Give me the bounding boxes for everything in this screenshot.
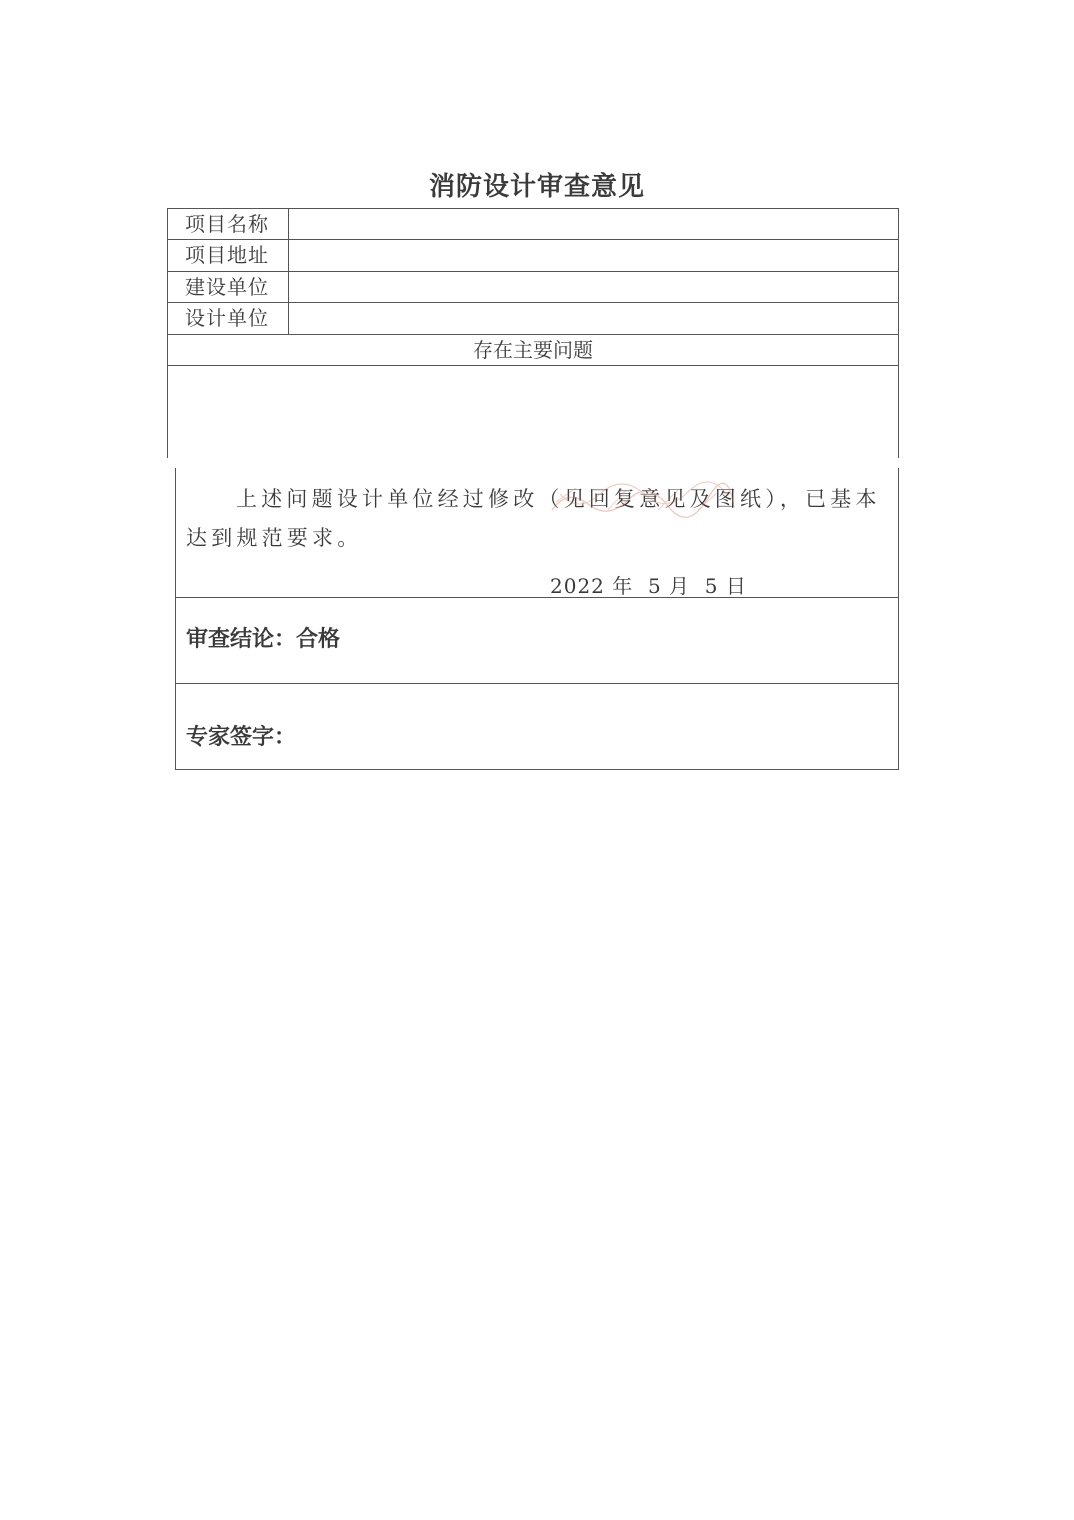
info-table [167,208,899,458]
conclusion-cell [176,598,898,684]
info-row-construction-unit [168,272,898,303]
review-table [175,468,899,770]
info-row-project-address [168,240,898,272]
info-label: 项目名称 [168,209,289,239]
revision-date: 2022 年 5 月 5 日 [550,574,747,598]
signature-cell [176,684,898,770]
info-value [289,240,898,271]
info-value [289,209,898,239]
issues-body [168,366,898,459]
info-label: 建设单位 [168,272,289,302]
page-title: 消防设计审查意见 [428,172,645,202]
conclusion-text: 审查结论：合格 [186,627,341,652]
revision-cell [176,468,898,598]
info-value [289,303,898,334]
signature-label: 专家签字： [186,725,297,750]
info-row-project-name [168,209,898,240]
info-label: 设计单位 [168,303,289,334]
issues-header: 存在主要问题 [168,335,898,366]
info-row-design-unit [168,303,898,335]
revision-text: 上述问题设计单位经过修改（见回复意见及图纸），已基本达到规范要求。 [186,487,881,550]
info-value [289,272,898,302]
info-label: 项目地址 [168,240,289,271]
